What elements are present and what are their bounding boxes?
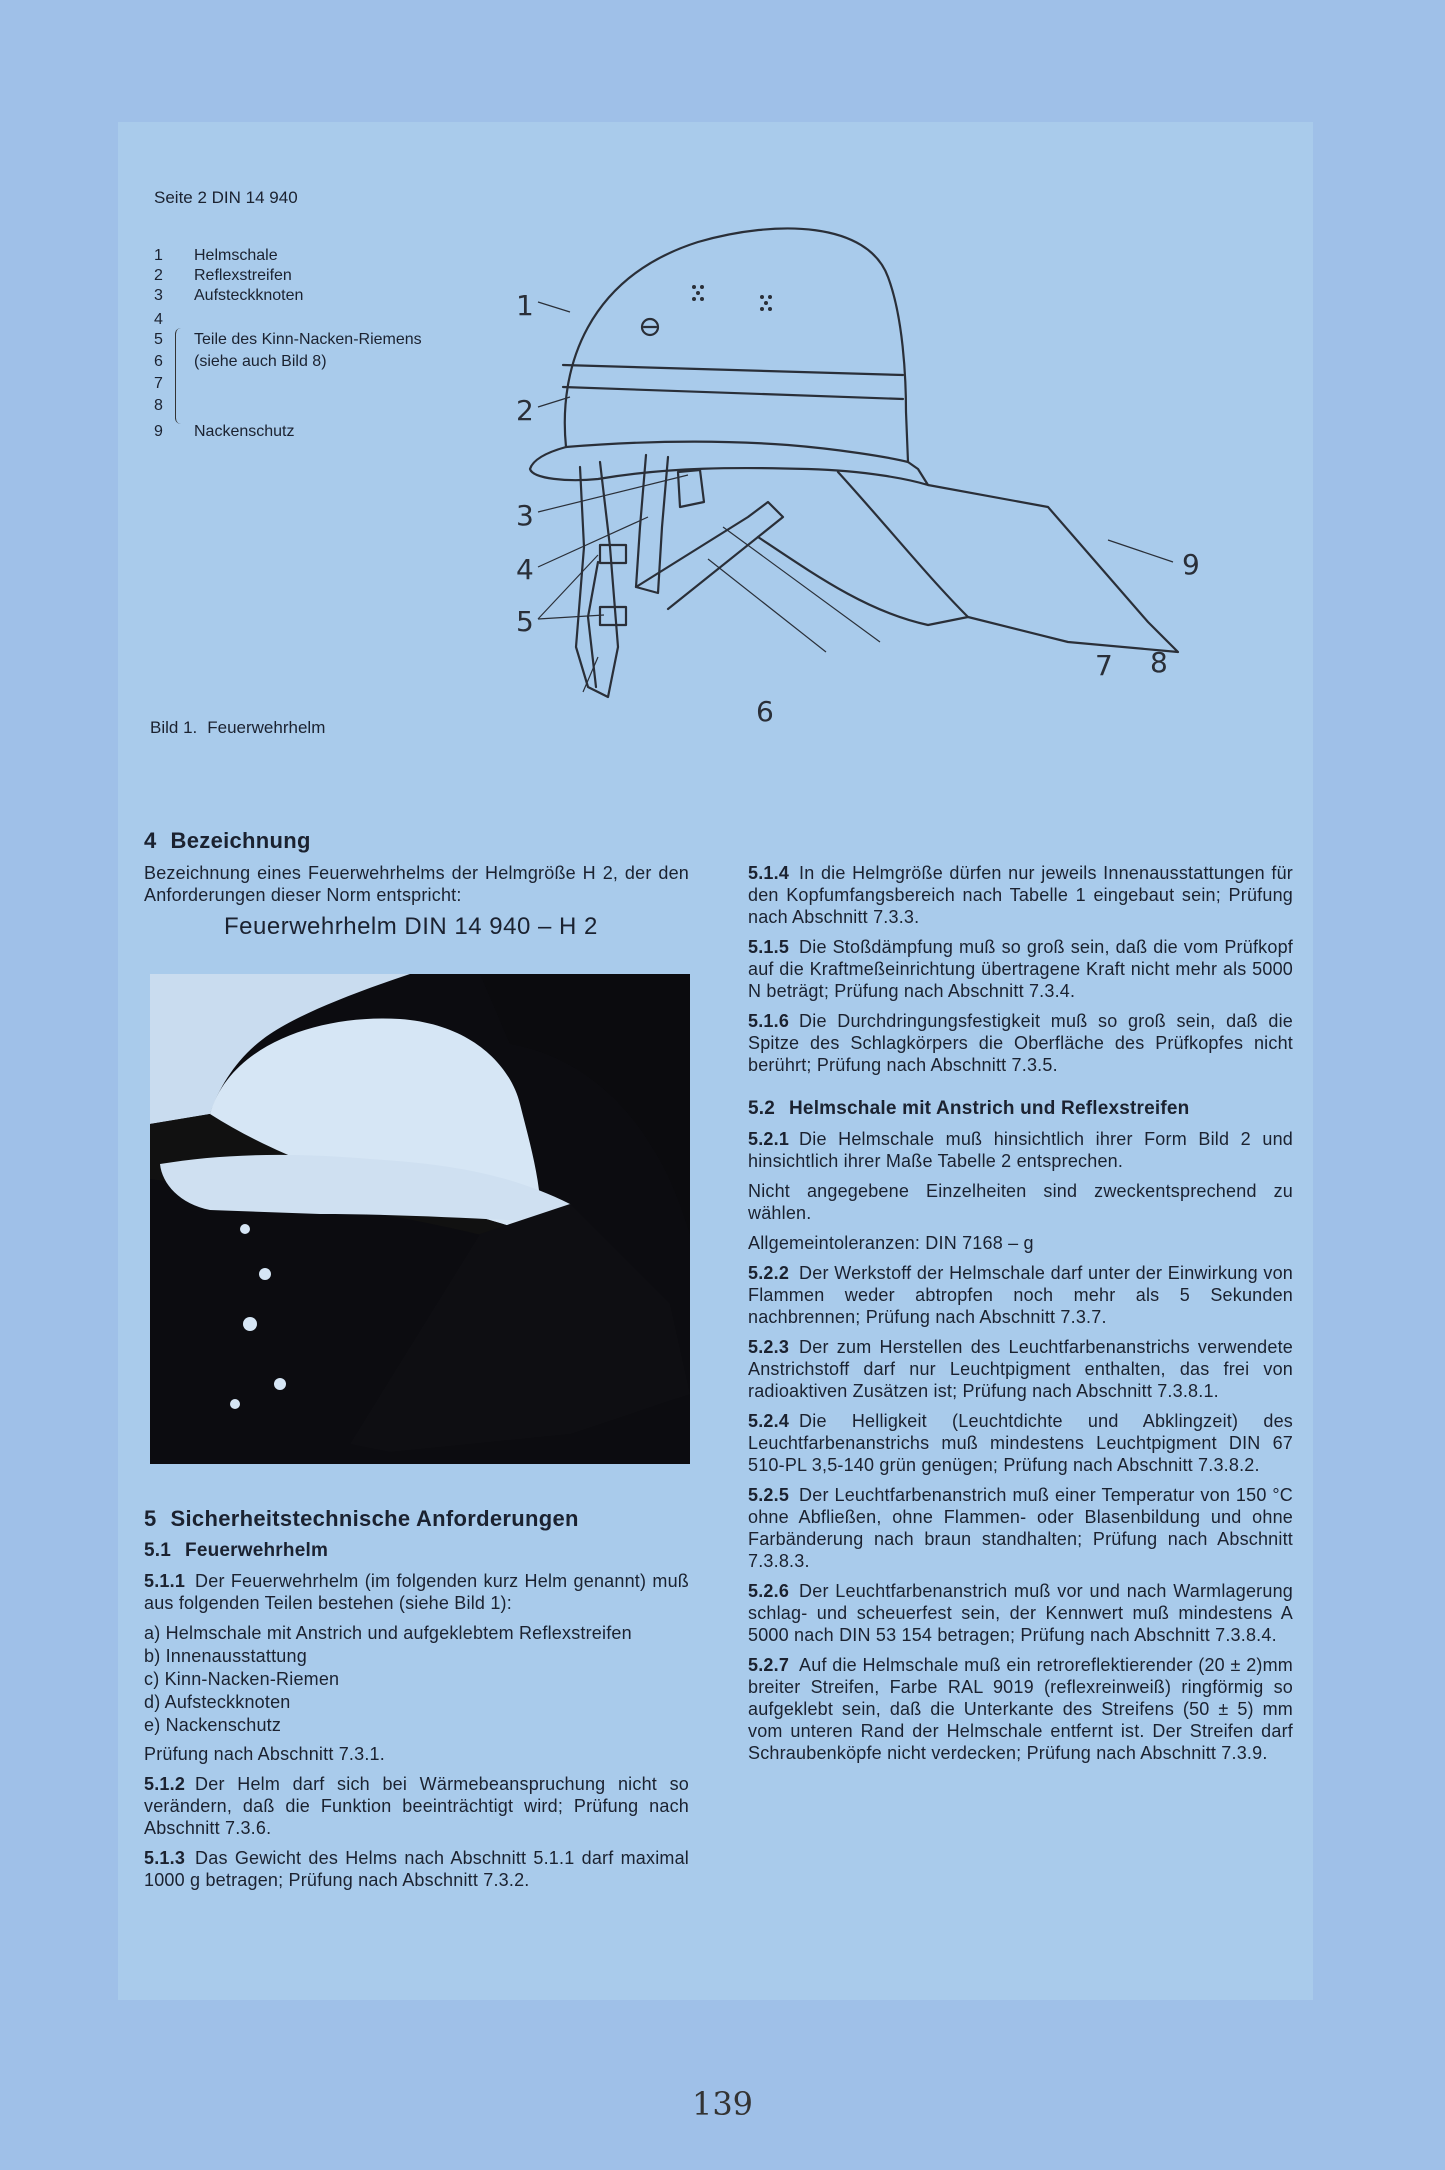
section-4-intro: Bezeichnung eines Feuerwehrhelms der Helmgröße H 2, der den Anforderungen dieser Norm entspricht:: [144, 863, 689, 905]
legend-brace: [175, 328, 184, 424]
list-item: e) Nackenschutz: [144, 1715, 282, 1735]
callout-8: 8: [1150, 646, 1168, 679]
legend-item: 5 Teile des Kinn-Nacken-Riemens: [154, 331, 422, 348]
designation-example: Feuerwehrhelm DIN 14 940 – H 2: [224, 913, 598, 940]
callout-5: 5: [516, 605, 534, 638]
page-header: Seite 2 DIN 14 940: [154, 188, 298, 207]
callout-3: 3: [516, 499, 534, 532]
paragraph-5-2-5: 5.2.5 Der Leuchtfarbenanstrich muß einer Temperatur von 150 °C ohne Abfließen, ohne Flammen- oder Blasenbildung und ohne Farbänderung nach braun standhalten; Prüfung nach Abschnitt 7.3.8.3.: [748, 1485, 1293, 1571]
section-5-heading: 5 Sicherheitstechnische Anforderungen: [144, 1506, 579, 1531]
list-item: b) Innenausstattung: [144, 1646, 307, 1666]
paragraph-5-1-3: 5.1.3 Das Gewicht des Helms nach Abschnitt 5.1.1 darf maximal 1000 g betragen; Prüfung nach Abschnitt 7.3.2.: [144, 1848, 689, 1890]
paragraph-5-2-1-b: Nicht angegebene Einzelheiten sind zweckentsprechend zu wählen.: [748, 1181, 1293, 1223]
document-page: [118, 122, 1313, 2000]
legend-item: 7: [154, 375, 163, 392]
paragraph-5-1-4: 5.1.4 In die Helmgröße dürfen nur jeweils Innenausstattungen für den Kopfumfangsbereich nach Tabelle 1 eingebaut sein; Prüfung nach Abschnitt 7.3.3.: [748, 863, 1293, 927]
callout-1: 1: [516, 289, 534, 322]
page-number: 139: [691, 2085, 754, 2123]
legend-item: 3 Aufsteckknoten: [154, 287, 304, 304]
callout-9: 9: [1182, 548, 1200, 581]
figure-caption: [150, 718, 325, 738]
legend-item: 8: [154, 397, 163, 414]
legend-item: 9 Nackenschutz: [154, 423, 295, 440]
legend-item: 4: [154, 311, 163, 328]
right-column: [748, 862, 1293, 1772]
paragraph-5-2-2: 5.2.2 Der Werkstoff der Helmschale darf unter der Einwirkung von Flammen weder abtropfen noch mehr als 5 Sekunden nachbrennen; Prüfung nach Abschnitt 7.3.7.: [748, 1263, 1293, 1327]
paragraph-5-2-1: 5.2.1 Die Helmschale muß hinsichtlich ihrer Form Bild 2 und hinsichtlich ihrer Maße Tabelle 2 entsprechen.: [748, 1129, 1293, 1171]
paragraph-5-2-1-c: Allgemeintoleranzen: DIN 7168 – g: [748, 1233, 1034, 1253]
list-item: c) Kinn-Nacken-Riemen: [144, 1669, 340, 1689]
paragraph-5-2-4: 5.2.4 Die Helligkeit (Leuchtdichte und Abklingzeit) des Leuchtfarbenanstrichs muß mindestens Leuchtpigment DIN 67 510-PL 3,5-140 grün genügen; Prüfung nach Abschnitt 7.3.8.2.: [748, 1411, 1293, 1475]
section-5-1-heading: 5.1 Feuerwehrhelm: [144, 1540, 329, 1561]
paragraph-5-1-1: 5.1.1 Der Feuerwehrhelm (im folgenden kurz Helm genannt) muß aus folgenden Teilen bestehen (siehe Bild 1):: [144, 1571, 689, 1613]
paragraph-5-2-7: 5.2.7 Auf die Helmschale muß ein retroreflektierender (20 ± 2)mm breiter Streifen, Farbe RAL 9019 (reflexreinweiß) ringförmig so aufgeklebt sein, daß die Unterkante des Streifens (50 ± 5) mm vom unteren Rand der Helmschale entfernt ist. Der Streifen darf Schraubenköpfe nicht verdecken; Prüfung nach Abschnitt 7.3.9.: [748, 1655, 1293, 1763]
figure-label: Bild 1.: [150, 718, 198, 737]
paragraph-5-1-6: 5.1.6 Die Durchdringungsfestigkeit muß so groß sein, daß die Spitze des Schlagkörpers die Oberfläche des Prüfkopfes nicht berührt; Prüfung nach Abschnitt 7.3.5.: [748, 1011, 1293, 1075]
list-item: a) Helmschale mit Anstrich und aufgeklebtem Reflexstreifen: [144, 1623, 632, 1643]
legend-item: 1 Helmschale: [154, 247, 278, 264]
section-4: [144, 830, 689, 950]
paragraph-5-1-1-check: Prüfung nach Abschnitt 7.3.1.: [144, 1744, 385, 1764]
callout-7: 7: [1095, 649, 1113, 682]
helmet-photo: [150, 974, 690, 1464]
callout-2: 2: [516, 394, 534, 427]
figure-title: Feuerwehrhelm: [207, 718, 326, 737]
section-4-heading: 4 Bezeichnung: [144, 828, 311, 853]
callout-6: 6: [756, 695, 774, 728]
paragraph-5-2-3: 5.2.3 Der zum Herstellen des Leuchtfarbenanstrichs verwendete Anstrichstoff darf nur Leuchtpigment enthalten, das frei von radioaktiven Zusätzen ist; Prüfung nach Abschnitt 7.3.8.1.: [748, 1337, 1293, 1401]
helmet-diagram: [508, 217, 1268, 777]
section-5: [144, 1508, 689, 1899]
legend-item: 6 (siehe auch Bild 8): [154, 353, 327, 370]
legend-item: 2 Reflexstreifen: [154, 267, 292, 284]
paragraph-5-1-2: 5.1.2 Der Helm darf sich bei Wärmebeanspruchung nicht so verändern, daß die Funktion beeinträchtigt wird; Prüfung nach Abschnitt 7.3.6.: [144, 1774, 689, 1838]
callout-4: 4: [516, 553, 534, 586]
paragraph-5-2-6: 5.2.6 Der Leuchtfarbenanstrich muß vor und nach Warmlagerung schlag- und scheuerfest sein, der Kennwert muß mindestens A 5000 nach DIN 53 154 betragen; Prüfung nach Abschnitt 7.3.8.4.: [748, 1581, 1293, 1645]
list-item: d) Aufsteckknoten: [144, 1692, 291, 1712]
section-5-2-heading: 5.2 Helmschale mit Anstrich und Reflexstreifen: [748, 1098, 1190, 1119]
parts-list: [144, 1622, 689, 1737]
paragraph-5-1-5: 5.1.5 Die Stoßdämpfung muß so groß sein, daß die vom Prüfkopf auf die Kraftmeßeinrichtung übertragene Kraft nicht mehr als 5000 N beträgt; Prüfung nach Abschnitt 7.3.4.: [748, 937, 1293, 1001]
